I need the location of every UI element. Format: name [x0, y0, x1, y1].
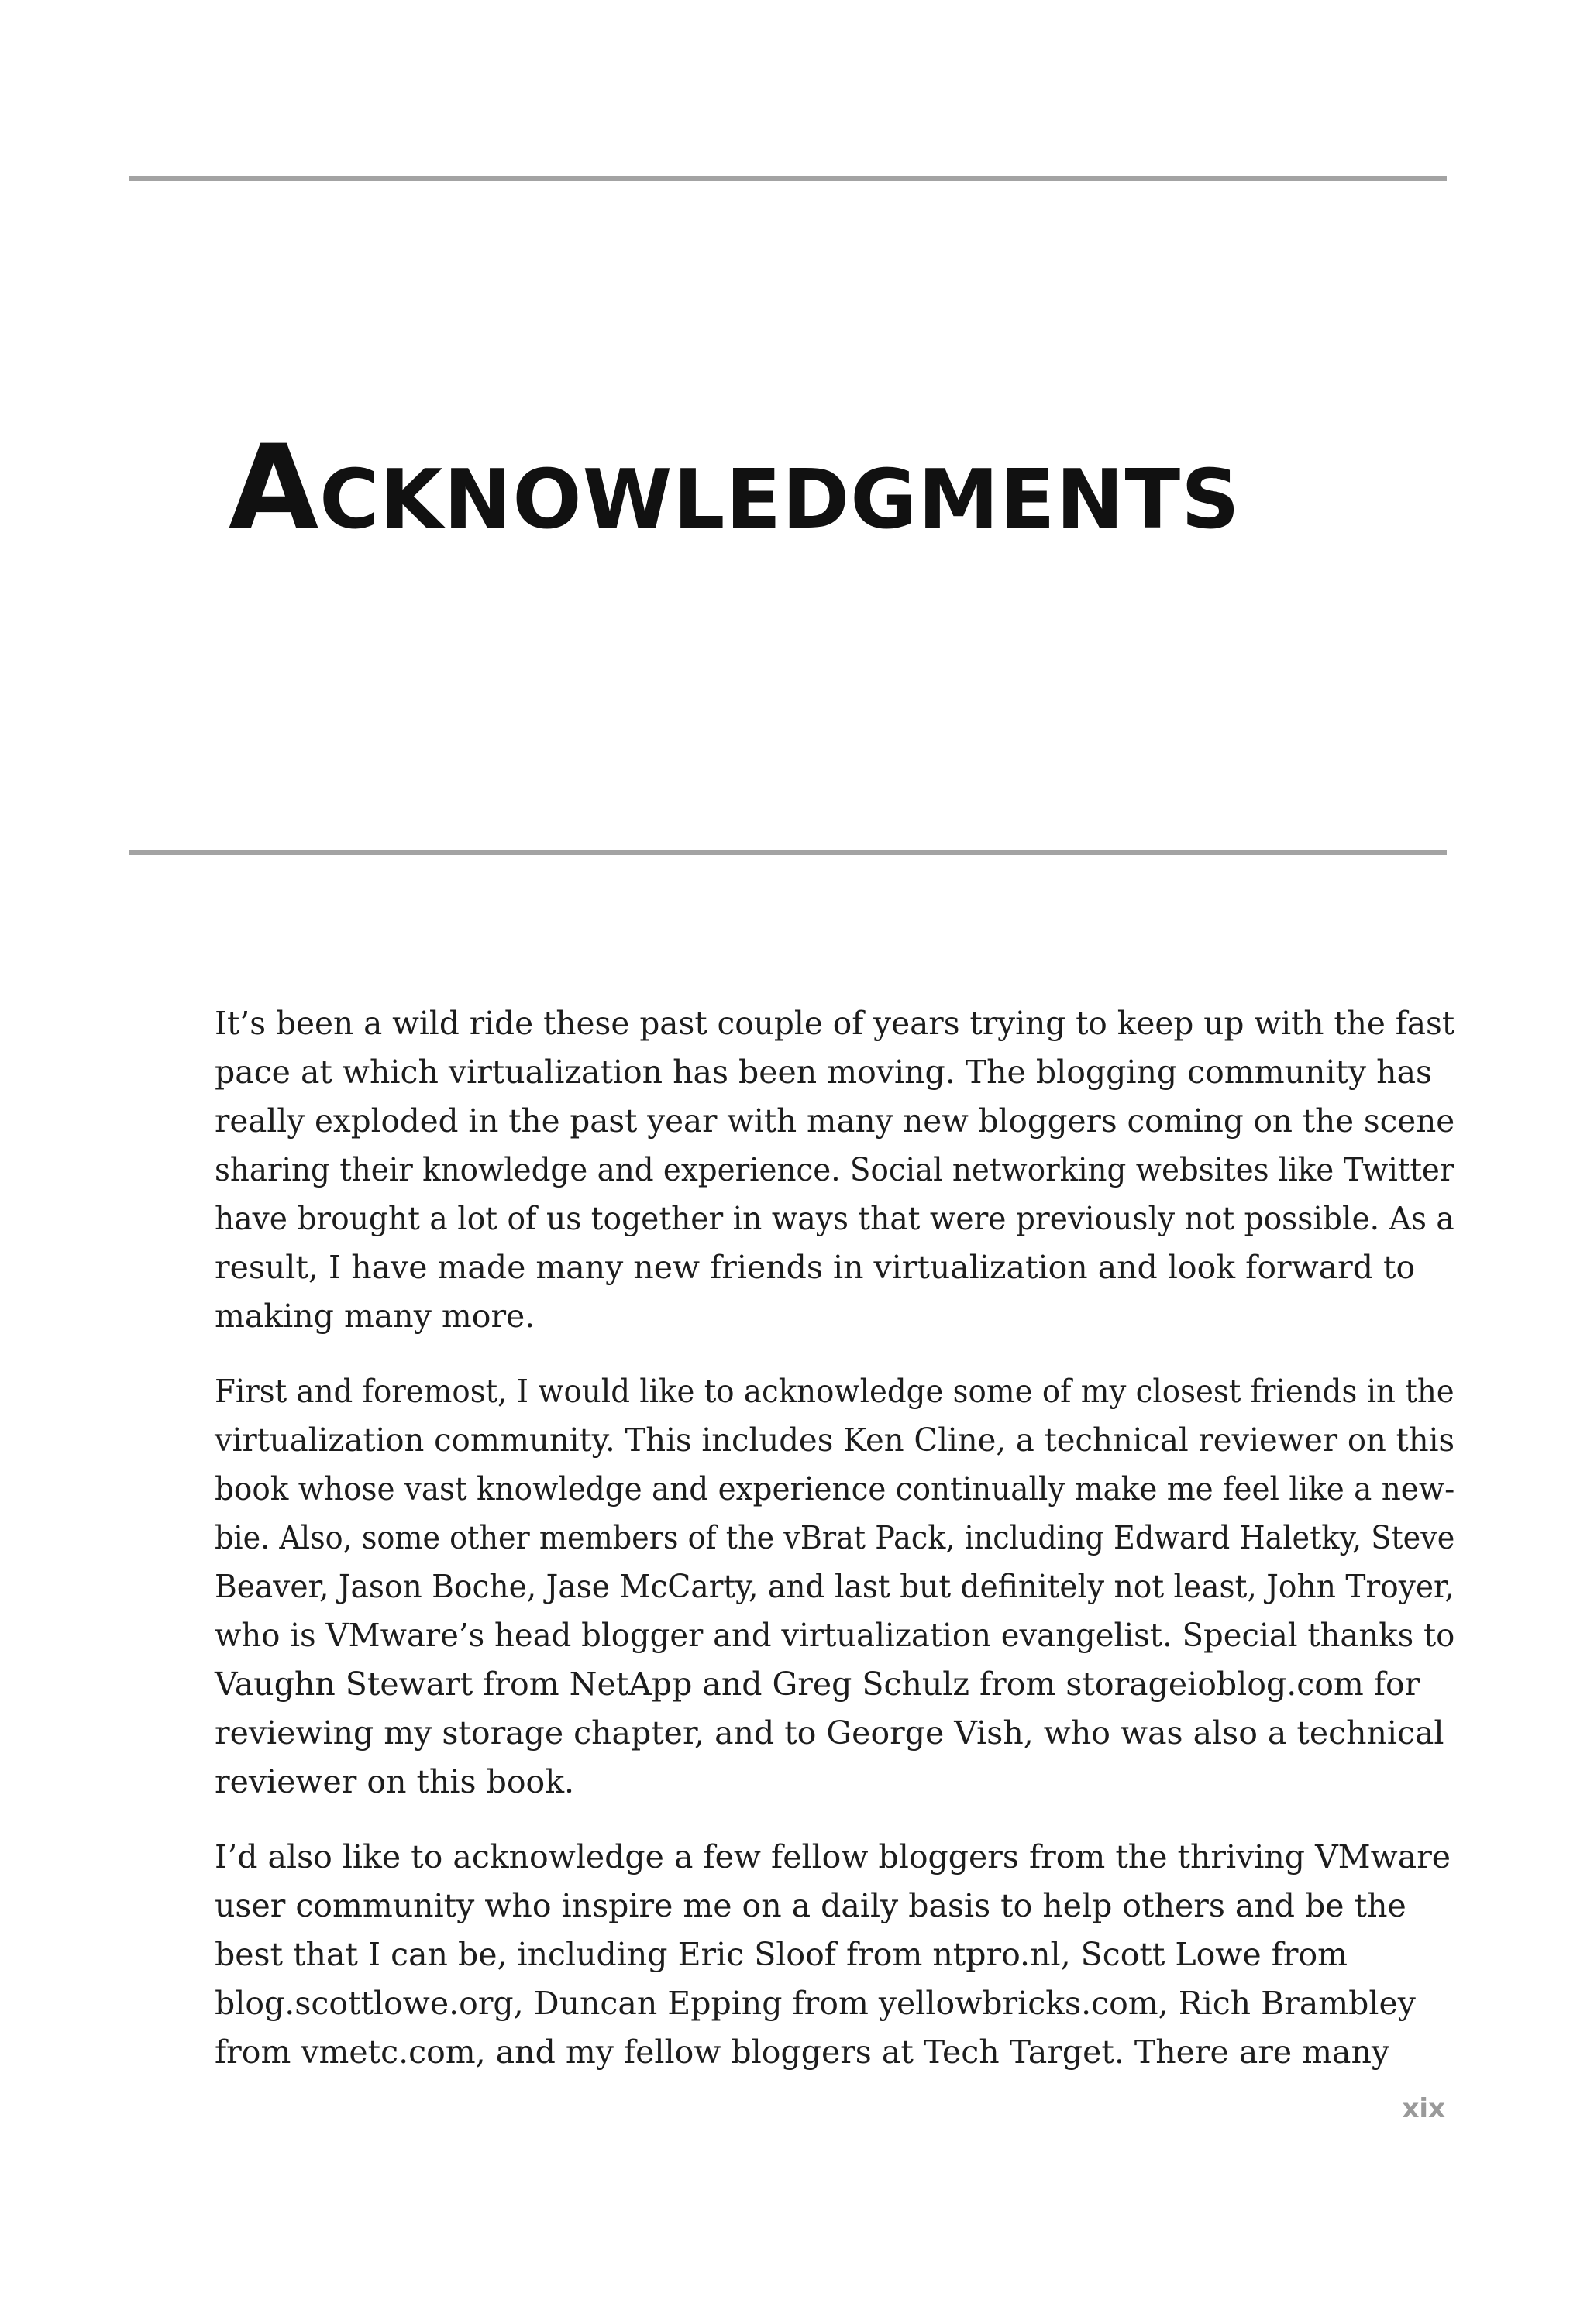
text-line: I’d also like to acknowledge a few fellow bloggers from the thriving VMware [215, 1838, 1451, 1875]
page-number: xix [1402, 2093, 1445, 2124]
text-line: virtualization community. This includes Ken Cline, a technical reviewer on this [215, 1422, 1455, 1459]
text-line: making many more. [215, 1298, 535, 1335]
text-line: pace at which virtualization has been moving. The blogging community has [215, 1054, 1433, 1091]
paragraph-3 [215, 1833, 1454, 2077]
text-line: who is VMware’s head blogger and virtualization evangelist. Special thanks to [215, 1617, 1455, 1654]
text-line: have brought a lot of us together in ways that were previously not possible. As a [215, 1200, 1454, 1237]
text-line: result, I have made many new friends in virtualization and look forward to [215, 1249, 1416, 1286]
text-line: Beaver, Jason Boche, Jase McCarty, and last but definitely not least, John Troyer, [215, 1568, 1454, 1605]
text-line: reviewer on this book. [215, 1763, 575, 1800]
text-line: book whose vast knowledge and experience continually make me feel like a new- [215, 1470, 1455, 1508]
text-line: sharing their knowledge and experience. Social networking websites like Twitter [215, 1151, 1454, 1188]
paragraph-1 [215, 999, 1454, 1341]
text-line: user community who inspire me on a daily basis to help others and be the [215, 1887, 1406, 1924]
body-text [215, 999, 1454, 2103]
text-line: First and foremost, I would like to acknowledge some of my closest friends in the [215, 1373, 1454, 1410]
text-line: Vaughn Stewart from NetApp and Greg Schulz from storageioblog.com for [215, 1666, 1420, 1703]
text-line: reviewing my storage chapter, and to George Vish, who was also a technical [215, 1714, 1444, 1752]
text-line: bie. Also, some other members of the vBrat Pack, including Edward Haletky, Steve [215, 1519, 1455, 1556]
text-line: best that I can be, including Eric Sloof from ntpro.nl, Scott Lowe from [215, 1936, 1348, 1973]
text-line: blog.scottlowe.org, Duncan Epping from yellowbricks.com, Rich Brambley [215, 1985, 1416, 2022]
page-title: Acknowledgments [229, 421, 1241, 555]
text-line: It’s been a wild ride these past couple of years trying to keep up with the fast [215, 1005, 1455, 1042]
text-line: really exploded in the past year with many new bloggers coming on the scene [215, 1102, 1455, 1140]
top-rule [129, 176, 1447, 181]
text-line: from vmetc.com, and my fellow bloggers at Tech Target. There are many [215, 2033, 1390, 2071]
paragraph-2 [215, 1367, 1454, 1807]
bottom-rule [129, 850, 1447, 855]
